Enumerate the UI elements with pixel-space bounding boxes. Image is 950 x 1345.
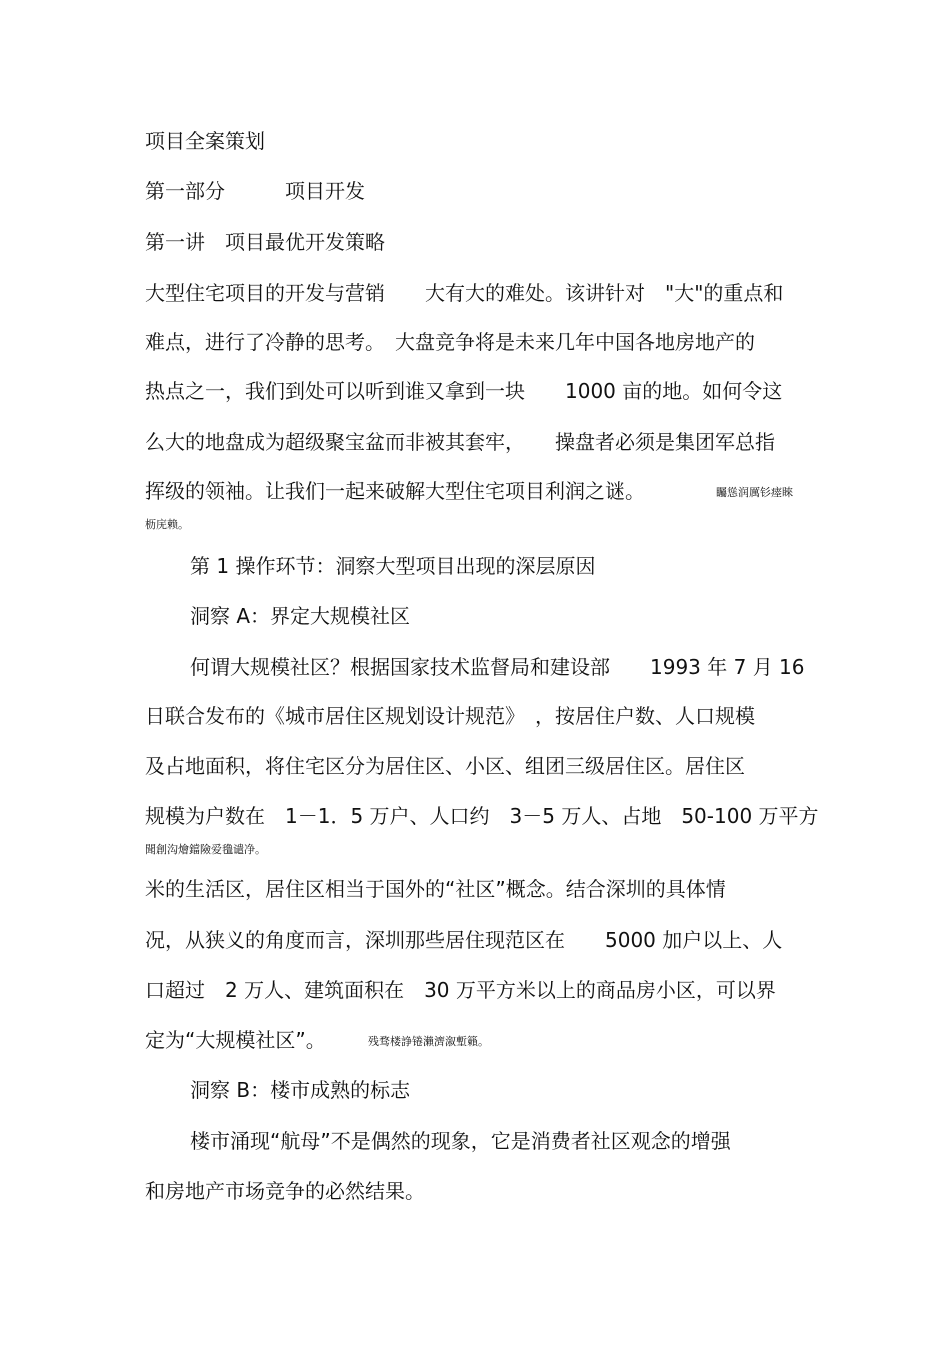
footnote-text: 残骛楼諍锩瀨濟溆塹籟。 <box>368 1035 489 1048</box>
paragraph-line: 何谓大规模社区？根据国家技术监督局和建设部 1993 年 7 月 16 <box>190 655 805 679</box>
footnote-text: 聞創沟燴鐺險爱氇谴净。 <box>145 843 266 856</box>
intro-line: 挥级的领袖。让我们一起来破解大型住宅项目利润之谜。 <box>145 479 645 503</box>
footnote-text: 矚慫润厲钐瘗睞 <box>716 486 793 499</box>
intro-line: 么大的地盘成为超级聚宝盆而非被其套牢， 操盘者必须是集团军总指 <box>145 430 775 454</box>
paragraph-line: 日联合发布的《城市居住区规划设计规范》 ，按居住户数、人口规模 <box>145 704 755 728</box>
intro-line: 难点，进行了冷静的思考。 大盘竞争将是未来几年中国各地房地产的 <box>145 330 755 354</box>
paragraph-line: 口超过 2 万人、建筑面积在 30 万平方米以上的商品房小区，可以界 <box>145 978 776 1002</box>
paragraph-line: 米的生活区，居住区相当于国外的“社区”概念。结合深圳的具体情 <box>145 877 726 901</box>
paragraph-line: 和房地产市场竞争的必然结果。 <box>145 1179 425 1203</box>
footnote-text: 枥庑赖。 <box>145 518 189 531</box>
paragraph-line: 及占地面积，将住宅区分为居住区、小区、组团三级居住区。居住区 <box>145 754 745 778</box>
intro-line: 热点之一，我们到处可以听到谁又拿到一块 1000 亩的地。如何令这 <box>145 379 783 403</box>
paragraph-line: 规模为户数在 1－1．5 万户、人口约 3－5 万人、占地 50-100 万平方 <box>145 804 819 828</box>
paragraph-line: 况，从狭义的角度而言，深圳那些居住现范区在 5000 加户以上、人 <box>145 928 783 952</box>
document-title: 项目全案策划 <box>145 129 265 153</box>
intro-line: 大型住宅项目的开发与营销 大有大的难处。该讲针对 "大"的重点和 <box>145 281 784 305</box>
part-heading: 第一部分 项目开发 <box>145 179 365 203</box>
paragraph-line: 楼市涌现“航母”不是偶然的现象，它是消费者社区观念的增强 <box>190 1129 731 1153</box>
lecture-heading: 第一讲 项目最优开发策略 <box>145 230 385 254</box>
insight-heading-b: 洞察 B：楼市成熟的标志 <box>190 1078 411 1102</box>
section-heading: 第 1 操作环节：洞察大型项目出现的深层原因 <box>190 554 596 578</box>
insight-heading-a: 洞察 A：界定大规模社区 <box>190 604 411 628</box>
paragraph-line: 定为“大规模社区”。 <box>145 1028 326 1052</box>
